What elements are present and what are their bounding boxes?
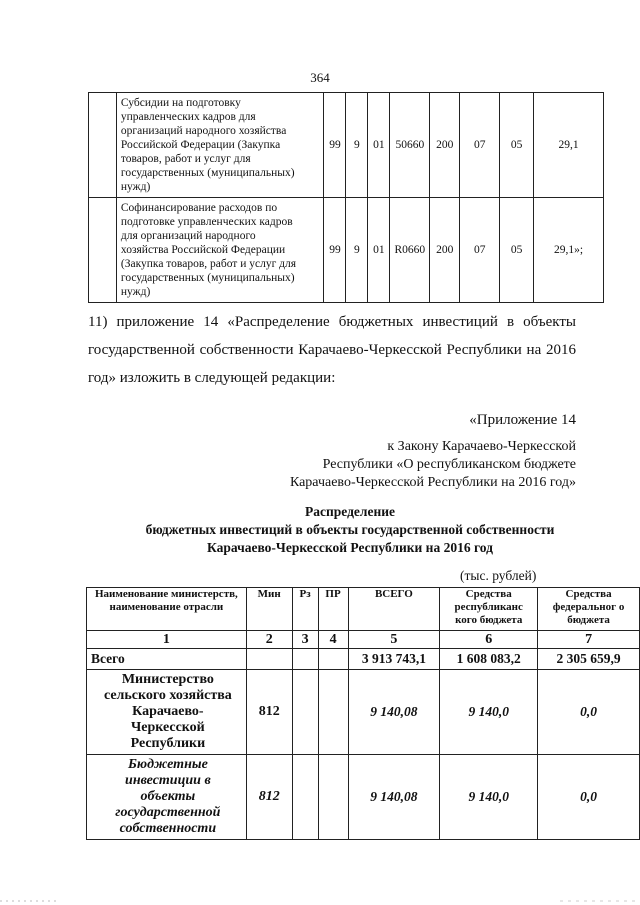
header-total: ВСЕГО <box>348 588 440 631</box>
table-cell <box>292 649 318 670</box>
federal-amount: 2 305 659,9 <box>538 649 640 670</box>
description-line: для организаций народного <box>120 230 256 242</box>
column-number: 7 <box>538 631 640 649</box>
code-cell: 01 <box>368 93 390 198</box>
code-cell: 99 <box>324 198 346 303</box>
republic-amount: 1 608 083,2 <box>440 649 538 670</box>
code-cell: 200 <box>430 93 460 198</box>
table-row <box>87 755 640 840</box>
title-line: бюджетных инвестиций в объекты государственной собственности <box>145 522 555 537</box>
column-number: 4 <box>318 631 348 649</box>
column-number: 6 <box>440 631 538 649</box>
column-number-row <box>87 631 640 649</box>
table-row <box>89 198 604 303</box>
code-cell: 05 <box>500 93 534 198</box>
description-line: Субсидии на подготовку <box>120 97 241 109</box>
paragraph-line: год» изложить в следующей редакции: <box>88 370 336 386</box>
total-amount: 9 140,08 <box>348 670 440 755</box>
code-cell: 9 <box>346 93 368 198</box>
header-federal-budget: Средства федеральног о бюджета <box>538 588 640 631</box>
federal-amount: 0,0 <box>538 670 640 755</box>
header-ministry: Мин <box>246 588 292 631</box>
header-section: Рз <box>292 588 318 631</box>
republic-amount: 9 140,0 <box>440 670 538 755</box>
appendix-reference-line: Карачаево-Черкесской Республики на 2016 год» <box>289 475 576 490</box>
scan-edge-marks <box>0 896 640 905</box>
appendix-reference-line: к Закону Карачаево-Черкесской <box>387 439 576 454</box>
table-row <box>89 93 604 198</box>
name-line: сельского хозяйства <box>103 688 232 703</box>
title-line: Карачаево-Черкесской Республики на 2016 год <box>207 540 493 555</box>
name-line: Министерство <box>121 672 214 687</box>
header-name: Наименование министерств, наименование отрасли <box>87 588 247 631</box>
page-number: 364 <box>310 70 330 85</box>
description-line: товаров, работ и услуг для <box>120 153 251 165</box>
total-amount: 9 140,08 <box>348 755 440 840</box>
budget-table-continued <box>88 92 604 303</box>
name-line: инвестиции в <box>125 773 211 788</box>
name-line: Бюджетные <box>127 757 208 772</box>
total-label: Всего <box>87 649 247 670</box>
description-line: подготовке управленческих кадров <box>120 216 293 228</box>
description-line: Софинансирование расходов по <box>120 202 278 214</box>
description-line: Российской Федерации (Закупка <box>120 139 281 151</box>
units-label: (тыс. рублей) <box>460 568 537 583</box>
description-line: хозяйства Российской Федерации <box>120 244 286 256</box>
description-line: государственных (муниципальных) <box>120 167 295 179</box>
row-description <box>116 93 324 198</box>
amount-cell: 29,1»; <box>534 198 604 303</box>
ministry-name <box>87 670 247 755</box>
name-line: собственности <box>119 821 217 836</box>
header-republic-budget: Средства республиканс кого бюджета <box>440 588 538 631</box>
title-line: Распределение <box>304 504 396 519</box>
name-line: Республики <box>130 736 206 751</box>
code-cell: R0660 <box>390 198 430 303</box>
code-cell: 9 <box>346 198 368 303</box>
column-number: 2 <box>246 631 292 649</box>
column-number: 3 <box>292 631 318 649</box>
investment-category-name <box>87 755 247 840</box>
row-description <box>116 198 324 303</box>
ministry-code: 812 <box>246 670 292 755</box>
table-row <box>87 670 640 755</box>
table-cell <box>89 93 117 198</box>
code-cell: 99 <box>324 93 346 198</box>
column-number: 5 <box>348 631 440 649</box>
description-line: нужд) <box>120 181 151 193</box>
code-cell: 50660 <box>390 93 430 198</box>
column-number: 1 <box>87 631 247 649</box>
total-row <box>87 649 640 670</box>
code-cell: 07 <box>460 93 500 198</box>
table-header-row <box>87 588 640 631</box>
amount-cell: 29,1 <box>534 93 604 198</box>
ministry-code: 812 <box>246 755 292 840</box>
name-line: объекты <box>140 789 196 804</box>
name-line: государственной <box>115 805 221 820</box>
code-cell: 200 <box>430 198 460 303</box>
paragraph-line: государственной собственности Карачаево-Черкесской Республики на 2016 <box>88 342 576 358</box>
document-title <box>60 503 640 557</box>
table-cell <box>318 755 348 840</box>
total-amount: 3 913 743,1 <box>348 649 440 670</box>
table-cell <box>292 755 318 840</box>
table-cell <box>89 198 117 303</box>
table-cell <box>292 670 318 755</box>
code-cell: 01 <box>368 198 390 303</box>
appendix-reference-line: Республики «О республиканском бюджете <box>322 457 576 472</box>
description-line: государственных (муниципальных) <box>120 272 295 284</box>
description-line: нужд) <box>120 286 151 298</box>
table-cell <box>318 670 348 755</box>
code-cell: 07 <box>460 198 500 303</box>
table-cell <box>246 649 292 670</box>
name-line: Черкесской <box>130 720 205 735</box>
republic-amount: 9 140,0 <box>440 755 538 840</box>
name-line: Карачаево- <box>132 704 204 719</box>
description-line: (Закупка товаров, работ и услуг для <box>120 258 297 270</box>
table-cell <box>318 649 348 670</box>
federal-amount: 0,0 <box>538 755 640 840</box>
header-subsection: ПР <box>318 588 348 631</box>
paragraph-line: 11) приложение 14 «Распределение бюджетных инвестиций в объекты <box>88 314 576 330</box>
investment-table <box>86 587 640 840</box>
code-cell: 05 <box>500 198 534 303</box>
appendix-label: «Приложение 14 <box>469 412 576 428</box>
description-line: организаций народного хозяйства <box>120 125 287 137</box>
description-line: управленческих кадров для <box>120 111 256 123</box>
